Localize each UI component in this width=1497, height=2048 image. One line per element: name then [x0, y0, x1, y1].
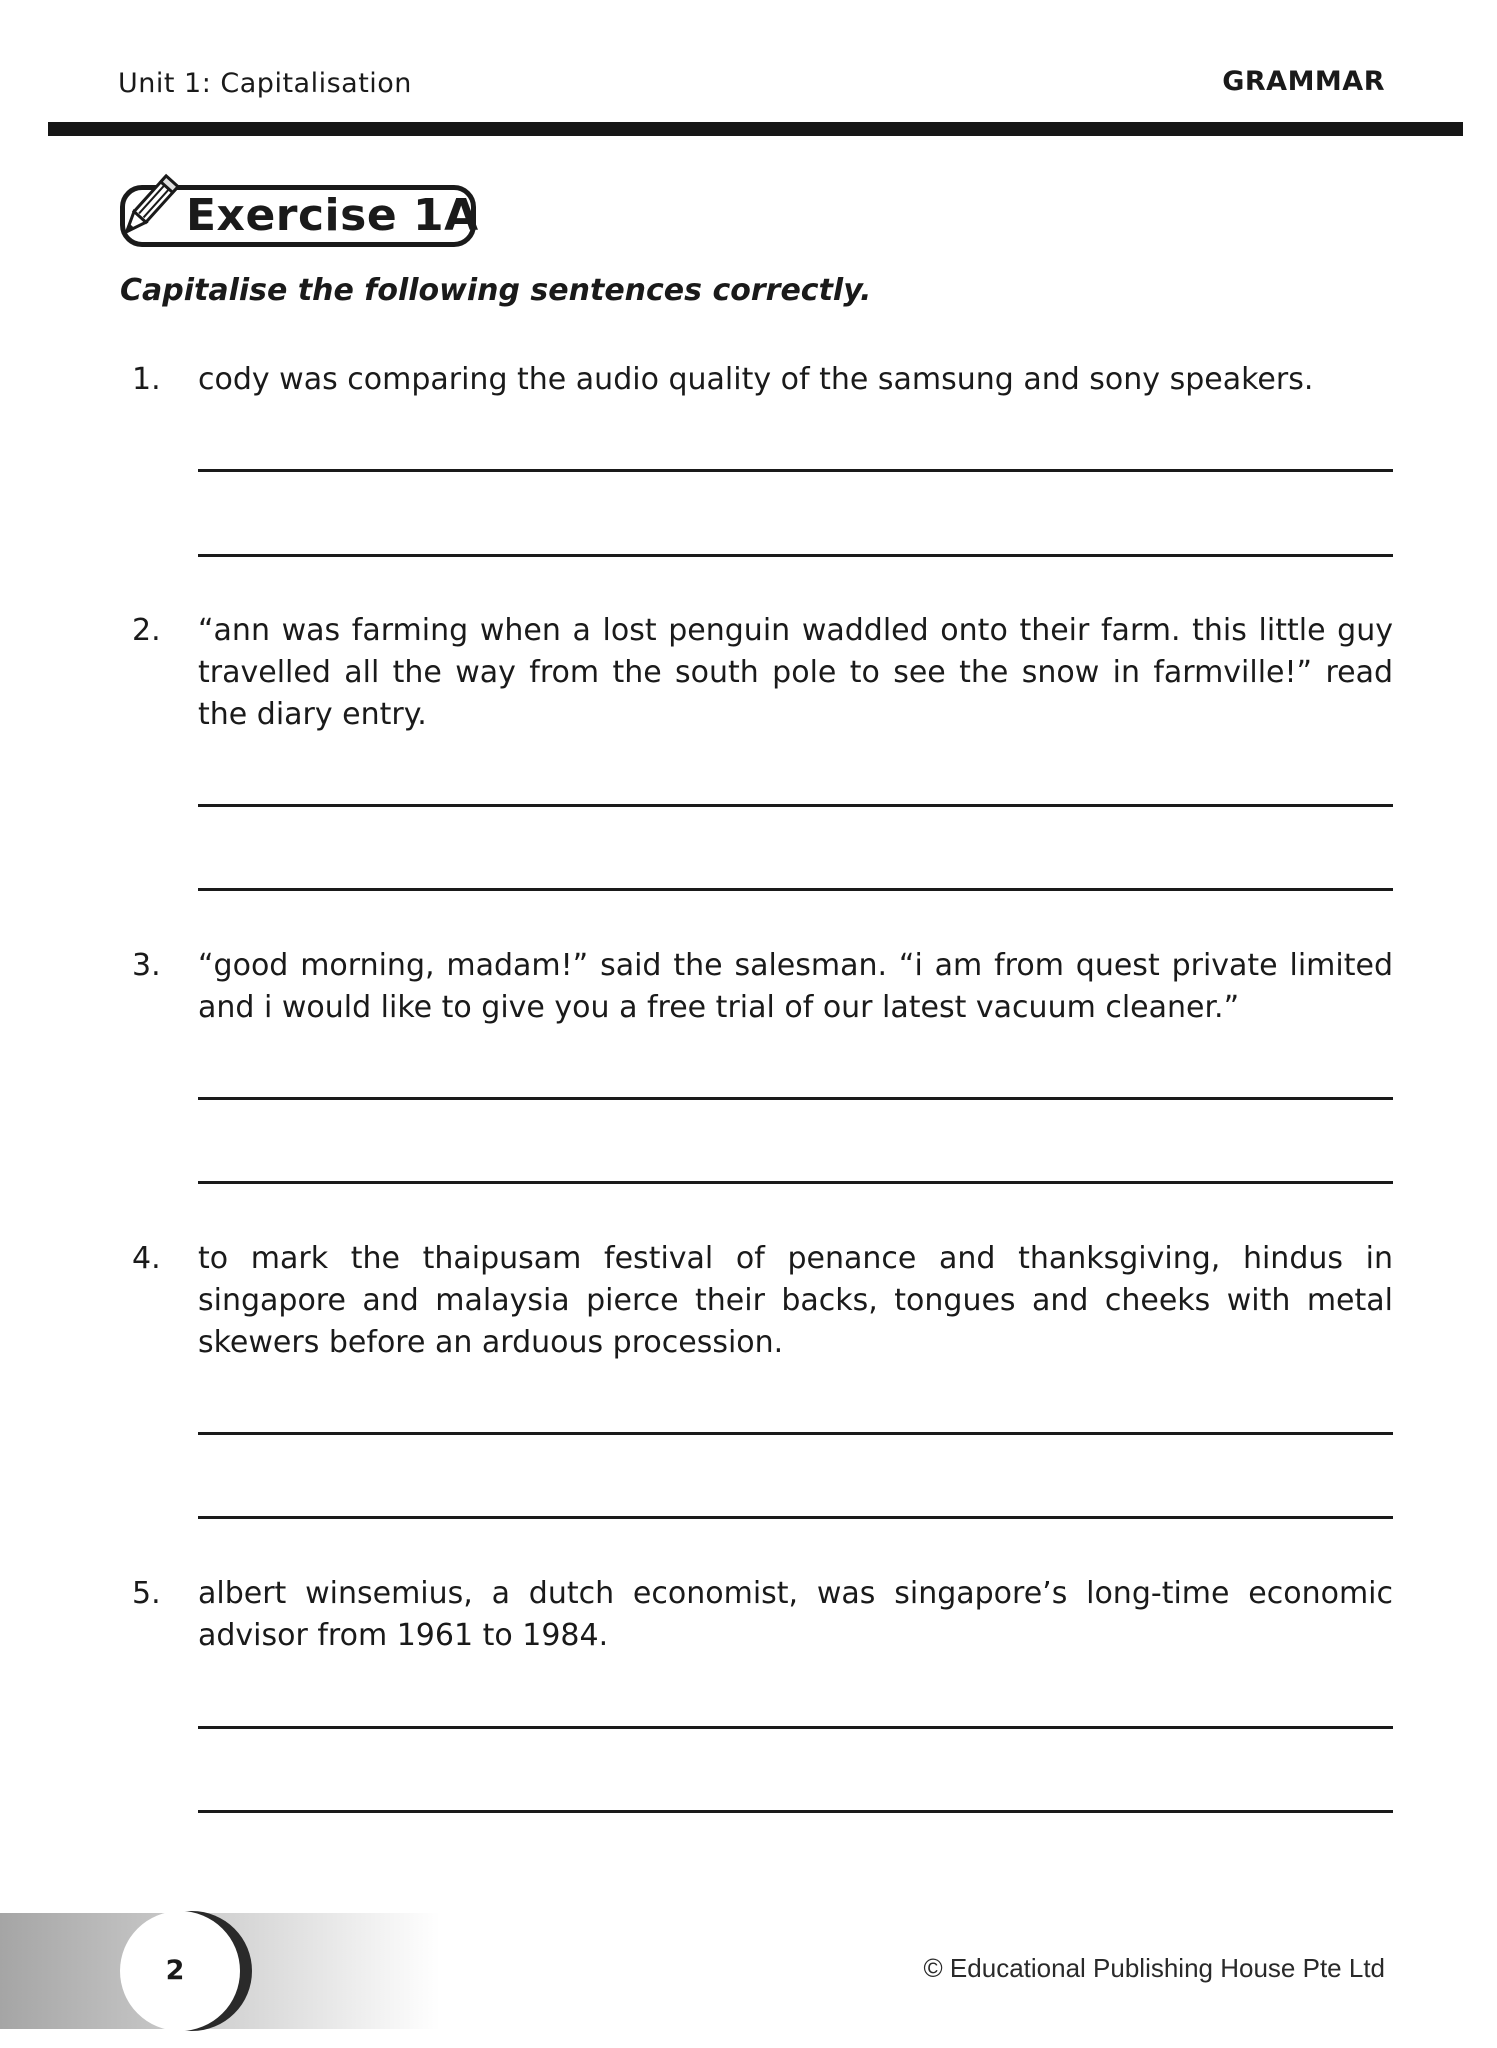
page-number: 2	[165, 1955, 185, 1986]
answer-line[interactable]	[198, 554, 1393, 557]
answer-line[interactable]	[198, 1726, 1393, 1729]
copyright-notice: © Educational Publishing House Pte Ltd	[923, 1953, 1385, 1983]
exercise-title: Exercise 1A	[186, 190, 479, 241]
question-text: albert winsemius, a dutch economist, was singapore’s long-time economic advisor from 1961 to 1984.	[198, 1576, 1393, 1653]
pencil-icon	[110, 170, 186, 246]
answer-line[interactable]	[198, 1516, 1393, 1519]
answer-line[interactable]	[198, 1097, 1393, 1100]
header-divider	[48, 122, 1463, 136]
question-text: “ann was farming when a lost penguin waddled onto their farm. this little guy travelled all the way from the south pole to see the snow in farmville!” read the diary entry.	[198, 613, 1393, 732]
question-text: cody was comparing the audio quality of the samsung and sony speakers.	[198, 362, 1314, 397]
answer-line[interactable]	[198, 1181, 1393, 1184]
question-number: 2.	[132, 613, 161, 648]
unit-title: Unit 1: Capitalisation	[118, 68, 412, 99]
question-number: 3.	[132, 948, 161, 983]
question-number: 5.	[132, 1576, 161, 1611]
answer-line[interactable]	[198, 1810, 1393, 1813]
answer-line[interactable]	[198, 1432, 1393, 1435]
section-label: GRAMMAR	[1222, 66, 1385, 97]
exercise-instruction: Capitalise the following sentences correctly.	[120, 273, 872, 308]
question-text: “good morning, madam!” said the salesman. “i am from quest private limited and i would like to give you a free trial of our latest vacuum cleaner.”	[198, 948, 1393, 1025]
question-text: to mark the thaipusam festival of penance and thanksgiving, hindus in singapore and malaysia pierce their backs, tongues and cheeks with metal skewers before an arduous procession.	[198, 1241, 1393, 1360]
answer-line[interactable]	[198, 469, 1393, 472]
question-number: 1.	[132, 362, 161, 397]
question-number: 4.	[132, 1241, 161, 1276]
answer-line[interactable]	[198, 888, 1393, 891]
answer-line[interactable]	[198, 804, 1393, 807]
